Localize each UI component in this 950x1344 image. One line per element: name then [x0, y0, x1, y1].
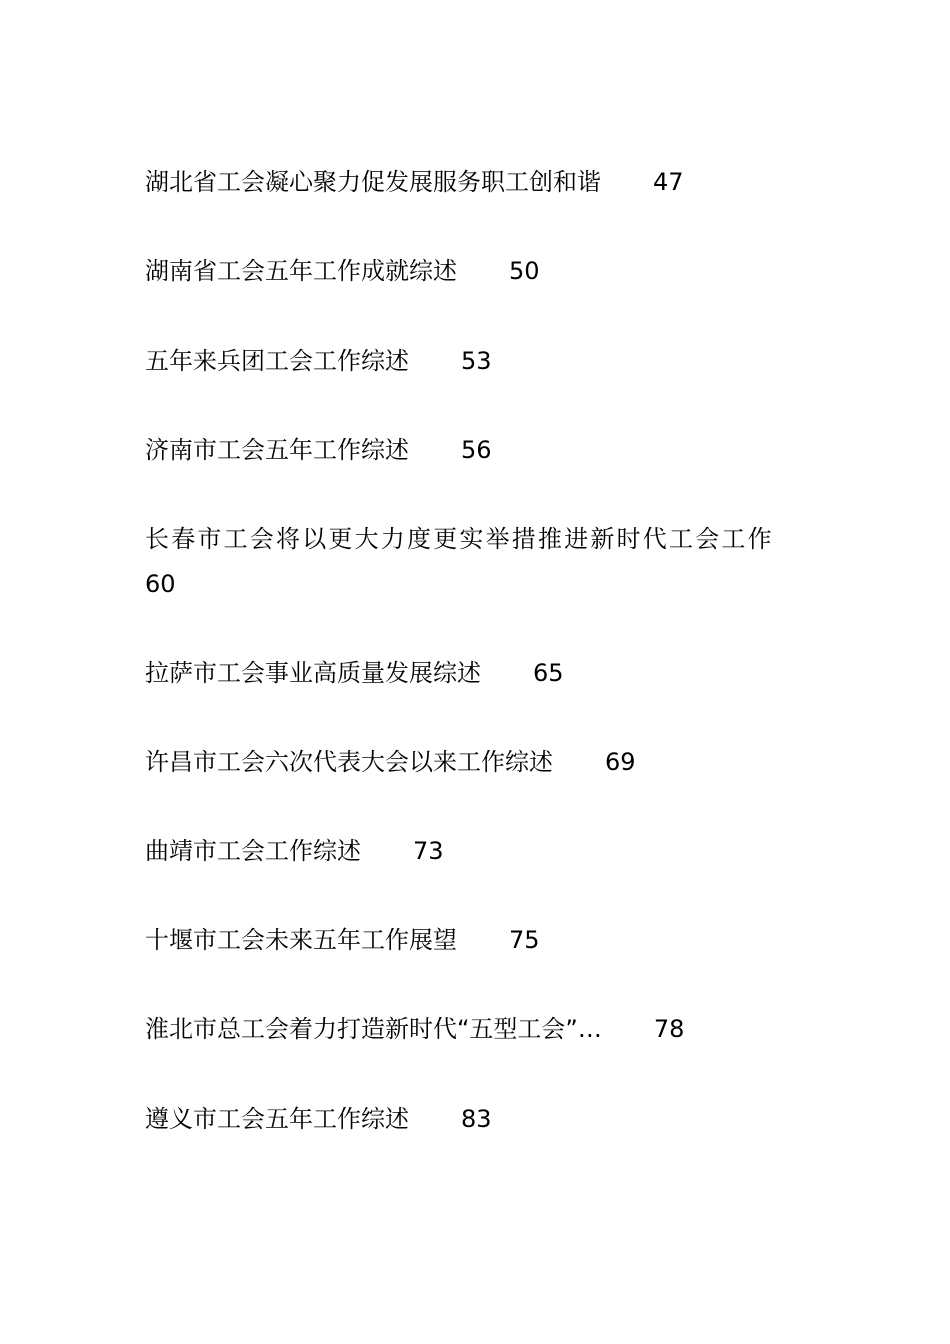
toc-entry-title: 遵义市工会五年工作综述	[145, 1105, 409, 1133]
toc-entry	[145, 829, 845, 874]
toc-entry-page: 53	[461, 347, 492, 375]
toc-entry-title: 湖北省工会凝心聚力促发展服务职工创和谐	[145, 168, 601, 196]
toc-entry-page: 50	[509, 257, 540, 285]
toc-entry	[145, 918, 845, 963]
toc-entry	[145, 428, 845, 473]
toc-entry	[145, 517, 845, 607]
toc-entry	[145, 1097, 845, 1142]
toc-entry-title: 拉萨市工会事业高质量发展综述	[145, 659, 481, 687]
toc-entry	[145, 160, 845, 205]
toc-entry-title: 五年来兵团工会工作综述	[145, 347, 409, 375]
toc-entry-title: 湖南省工会五年工作成就综述	[145, 257, 457, 285]
toc-entry-page: 78	[653, 1015, 685, 1043]
toc-entry	[145, 339, 845, 384]
toc-entry	[145, 651, 845, 696]
toc-entry-page: 60	[145, 570, 176, 598]
toc-entry-title: 许昌市工会六次代表大会以来工作综述	[145, 748, 553, 776]
toc-entry	[145, 740, 845, 785]
toc-entry-title: 济南市工会五年工作综述	[145, 436, 409, 464]
toc-entry-page: 56	[461, 436, 492, 464]
toc-entry	[145, 1007, 845, 1052]
toc-entry-title: 长春市工会将以更大力度更实举措推进新时代工会工作	[145, 525, 774, 553]
toc-entry-title: 淮北市总工会着力打造新时代“五型工会”…	[145, 1015, 602, 1043]
toc-entry-title: 曲靖市工会工作综述	[145, 837, 361, 865]
toc-entry-page: 73	[413, 837, 444, 865]
toc-entry-title: 十堰市工会未来五年工作展望	[145, 926, 457, 954]
toc-entry-page: 69	[605, 748, 636, 776]
toc-entry-page: 83	[461, 1105, 492, 1133]
toc-entry-page: 47	[653, 168, 684, 196]
toc-entry-page: 75	[509, 926, 540, 954]
toc-entry-page: 65	[533, 659, 564, 687]
toc-entry	[145, 249, 845, 294]
